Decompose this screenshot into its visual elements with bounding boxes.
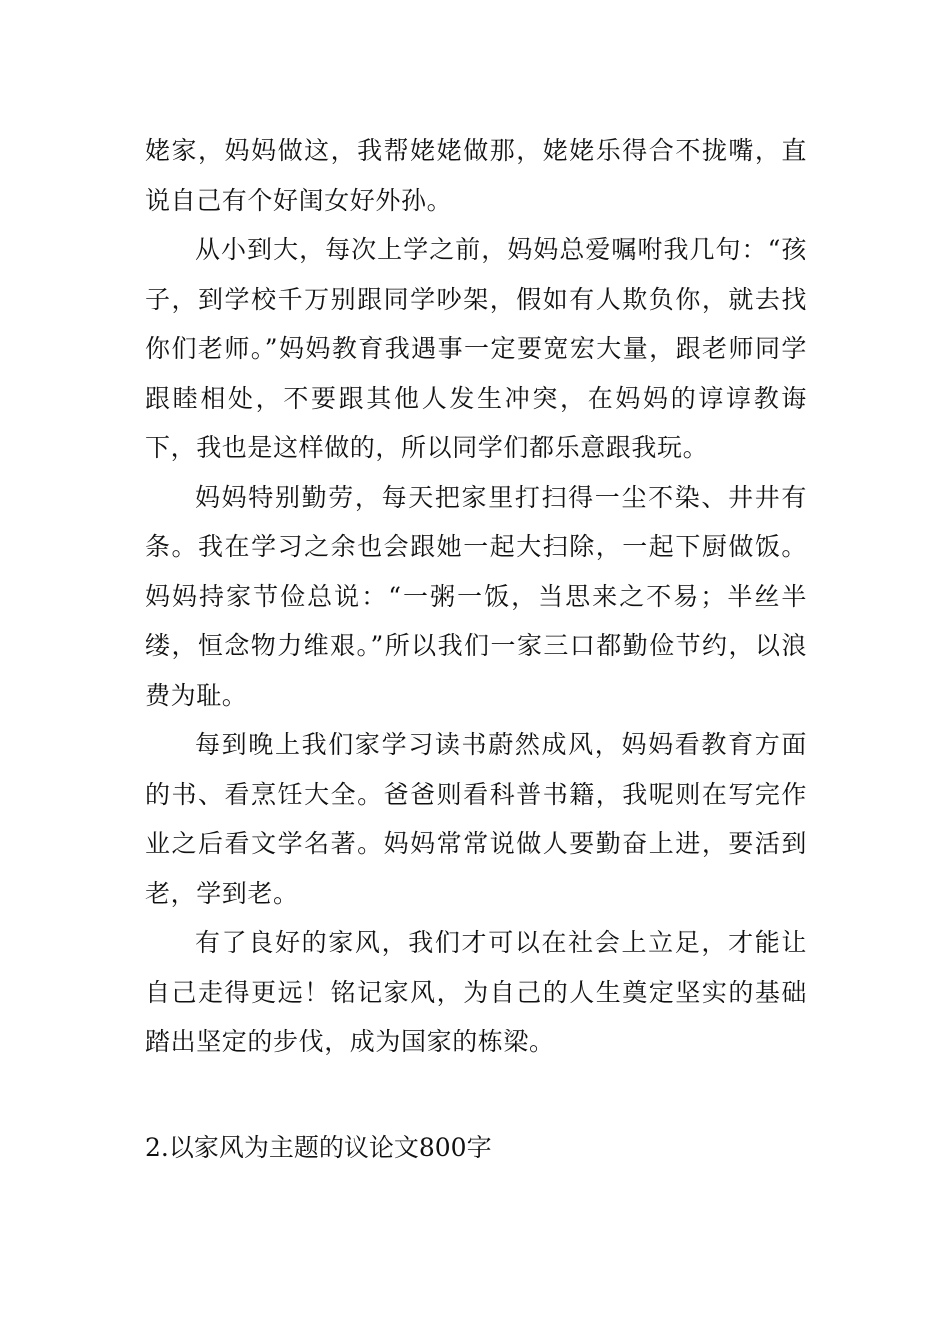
paragraph-3: 妈妈特别勤劳，每天把家里打扫得一尘不染、井井有条。我在学习之余也会跟她一起大扫除，一起下厨做饭。妈妈持家节俭总说：“一粥一饭，当思来之不易；半丝半缕，恒念物力维艰。”所以我们一家三口都勤俭节约，以浪费为耻。 <box>145 482 807 710</box>
section-heading: 2.以家风为主题的议论文800字 <box>145 1133 492 1162</box>
paragraph-5: 有了良好的家风，我们才可以在社会上立足，才能让自己走得更远！铭记家风，为自己的人生奠定坚实的基础踏出坚定的步伐，成为国家的栋梁。 <box>145 928 807 1056</box>
paragraph-4: 每到晚上我们家学习读书蔚然成风，妈妈看教育方面的书、看烹饪大全。爸爸则看科普书籍，我呢则在写完作业之后看文学名著。妈妈常常说做人要勤奋上进，要活到老，学到老。 <box>145 730 807 908</box>
essay-body <box>145 126 807 1067</box>
paragraph-2: 从小到大，每次上学之前，妈妈总爱嘱咐我几句：“孩子，到学校千万别跟同学吵架，假如有人欺负你，就去找你们老师。”妈妈教育我遇事一定要宽宏大量，跟老师同学跟睦相处，不要跟其他人发生冲突，在妈妈的谆谆教诲下，我也是这样做的，所以同学们都乐意跟我玩。 <box>145 235 807 462</box>
paragraph-1: 姥家，妈妈做这，我帮姥姥做那，姥姥乐得合不拢嘴，直说自己有个好闺女好外孙。 <box>145 136 807 215</box>
